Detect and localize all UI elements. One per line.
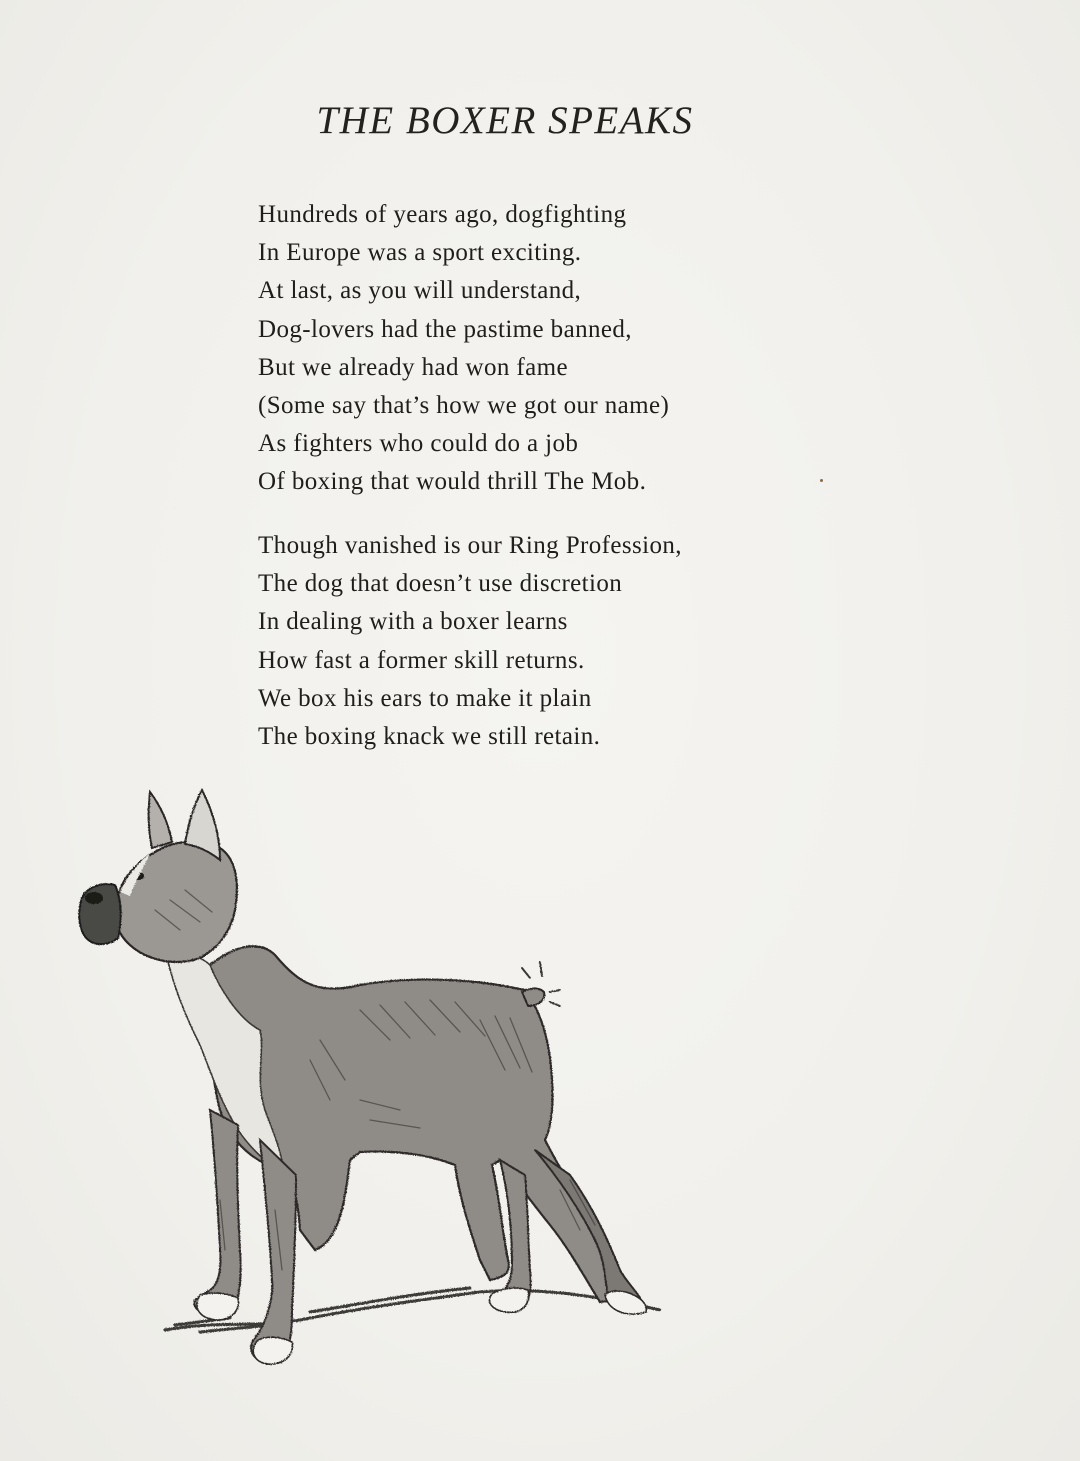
poem-line: The boxing knack we still retain. (258, 722, 601, 750)
dog-muzzle (79, 884, 120, 944)
poem-stanza-1 (258, 196, 669, 502)
poem-line: In dealing with a boxer learns (258, 608, 568, 636)
poem-title: THE BOXER SPEAKS (316, 99, 694, 142)
dog-front-leg-left (194, 1110, 240, 1316)
poem-line: Of boxing that would thrill The Mob. (258, 468, 647, 496)
poem-stanza-2 (258, 527, 682, 756)
poem-line: (Some say that’s how we got our name) (258, 391, 670, 419)
poem-line: As fighters who could do a job (258, 430, 579, 458)
dog-front-leg-right (251, 1140, 296, 1362)
paper-speck (820, 479, 823, 482)
poem-line: But we already had won fame (258, 353, 568, 381)
poem-line: In Europe was a sport exciting. (258, 239, 582, 267)
poem-line: Dog-lovers had the pastime banned, (258, 315, 632, 343)
poem-line: How fast a former skill returns. (258, 646, 585, 674)
poem-line: Hundreds of years ago, dogfighting (258, 201, 627, 228)
poem-line: At last, as you will understand, (258, 277, 582, 305)
poem-line: The dog that doesn’t use discretion (258, 570, 623, 598)
poem-line: We box his ears to make it plain (258, 684, 592, 712)
dog-ear-left (149, 792, 172, 848)
poem-line: Though vanished is our Ring Profession, (258, 532, 682, 559)
boxer-dog-sketch-icon (60, 780, 680, 1380)
